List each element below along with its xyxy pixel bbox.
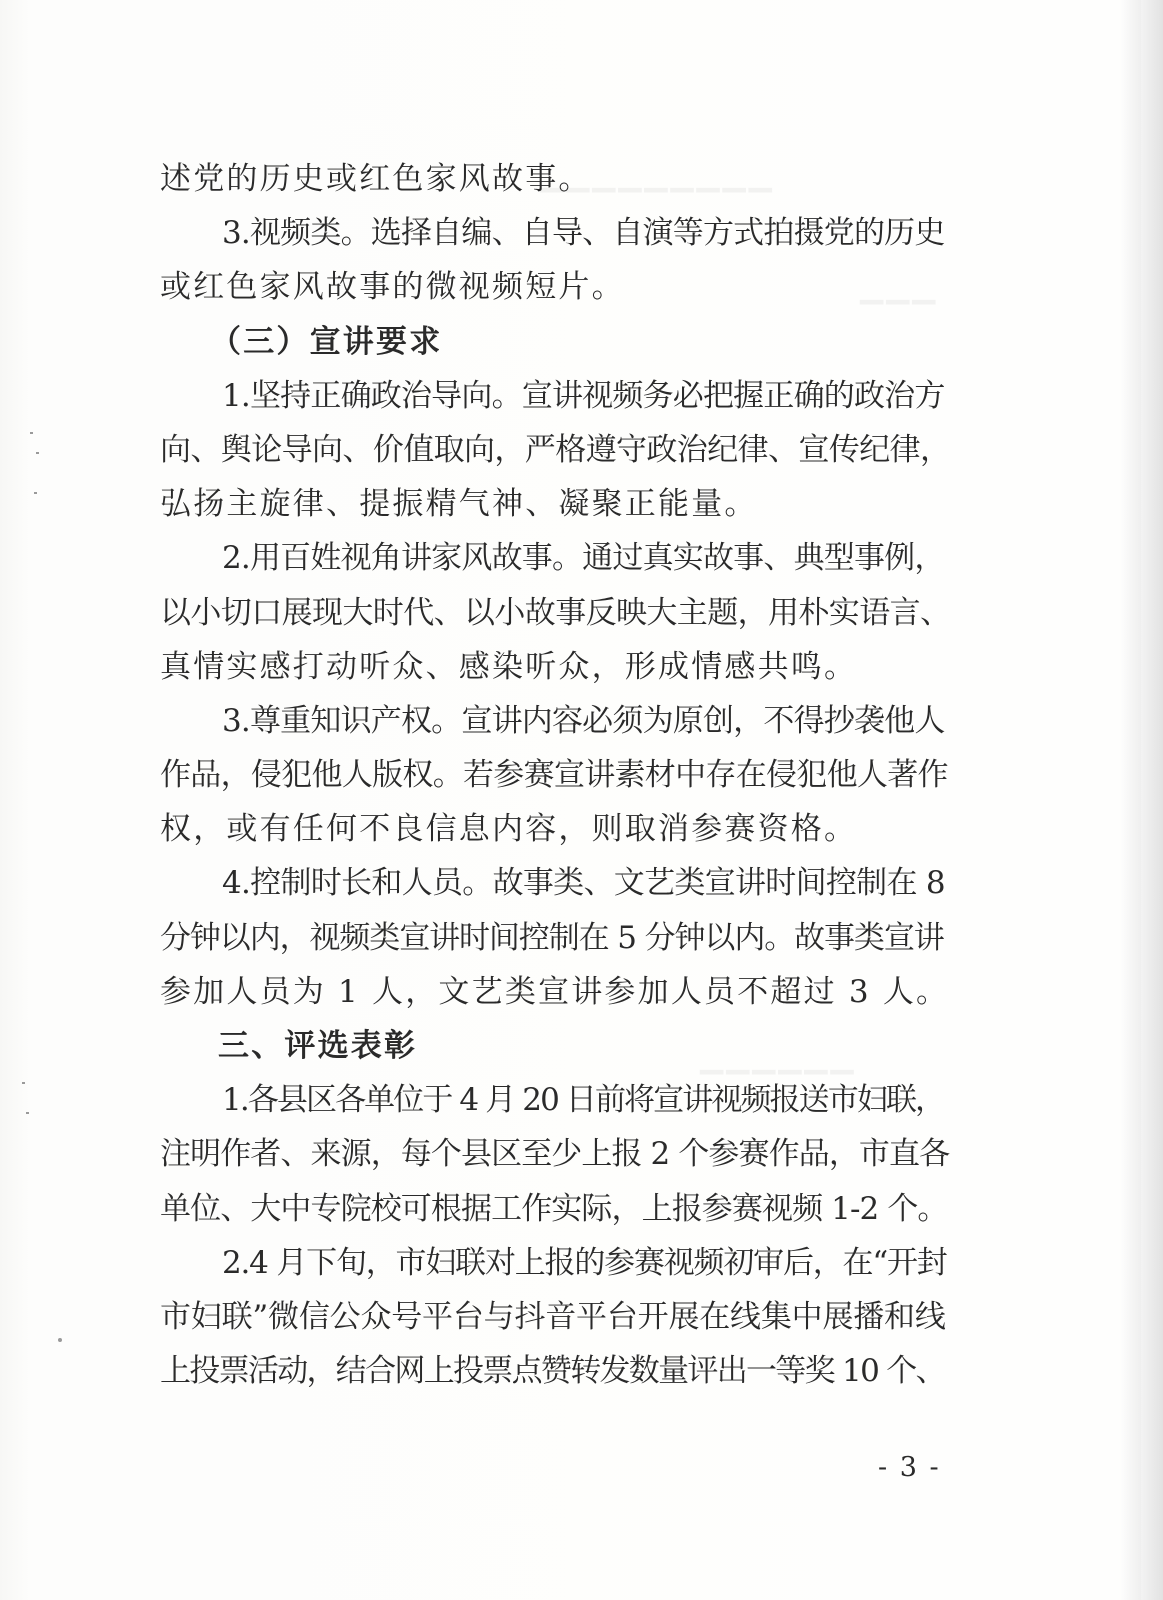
scan-speck — [22, 1082, 25, 1084]
text-line: 1.坚持正确政治导向。宣讲视频务必把握正确的政治方 — [222, 377, 945, 414]
text-line: 2.用百姓视角讲家风故事。通过真实故事、典型事例， — [222, 540, 945, 577]
bleed-through-mark: ▁▁▁ — [860, 270, 939, 305]
text-line: 参加人员为 1 人，文艺类宣讲参加人员不超过 3 人。 — [160, 973, 950, 1010]
text-line: 3.尊重知识产权。宣讲内容必须为原创，不得抄袭他人 — [222, 702, 945, 739]
scan-speck — [58, 1338, 62, 1342]
scan-speck — [36, 452, 39, 454]
scan-speck — [34, 492, 37, 494]
text-line: 分钟以内，视频类宣讲时间控制在 5 分钟以内。故事类宣讲 — [160, 919, 944, 956]
text-line: 以小切口展现大时代、以小故事反映大主题，用朴实语言、 — [160, 594, 951, 631]
text-line: 注明作者、来源，每个县区至少上报 2 个参赛作品，市直各 — [160, 1136, 950, 1173]
section-heading: （三）宣讲要求 — [210, 323, 443, 360]
text-line: 上投票活动，结合网上投票点赞转发数量评出一等奖 10 个、 — [160, 1353, 945, 1390]
text-line: 真情实感打动听众、感染听众，形成情感共鸣。 — [160, 648, 858, 685]
text-line: 弘扬主旋律、提振精气神、凝聚正能量。 — [160, 486, 758, 523]
scan-speck — [26, 1112, 29, 1114]
bleed-through-mark: ▁▁▁▁▁▁▁▁▁ — [540, 158, 775, 193]
section-heading: 三、评选表彰 — [218, 1028, 418, 1064]
text-line: 或红色家风故事的微视频短片。 — [160, 269, 625, 306]
text-line: 1.各县区各单位于 4 月 20 日前将宣讲视频报送市妇联， — [222, 1082, 945, 1119]
text-line: 市妇联”微信公众号平台与抖音平台开展在线集中展播和线 — [160, 1298, 946, 1335]
text-line: 4.控制时长和人员。故事类、文艺类宣讲时间控制在 8 — [222, 865, 945, 902]
page-edge-shadow — [1141, 0, 1163, 1600]
scan-speck — [30, 432, 33, 434]
text-line: 权，或有任何不良信息内容，则取消参赛资格。 — [160, 811, 858, 848]
text-line: 单位、大中专院校可根据工作实际，上报参赛视频 1-2 个。 — [160, 1190, 948, 1227]
text-line: 3.视频类。选择自编、自导、自演等方式拍摄党的历史 — [222, 215, 945, 252]
page-number: - 3 - — [878, 1452, 941, 1483]
bleed-through-mark: ▁▁▁▁▁▁ — [700, 1040, 857, 1075]
text-line: 向、舆论导向、价值取向，严格遵守政治纪律、宣传纪律， — [160, 431, 951, 468]
text-line: 2.4 月下旬，市妇联对上报的参赛视频初审后，在“开封 — [222, 1244, 947, 1281]
body-text — [160, 152, 950, 1398]
text-line: 作品，侵犯他人版权。若参赛宣讲素材中存在侵犯他人著作 — [160, 757, 948, 794]
text-line: 述党的历史或红色家风故事。 — [160, 161, 592, 197]
